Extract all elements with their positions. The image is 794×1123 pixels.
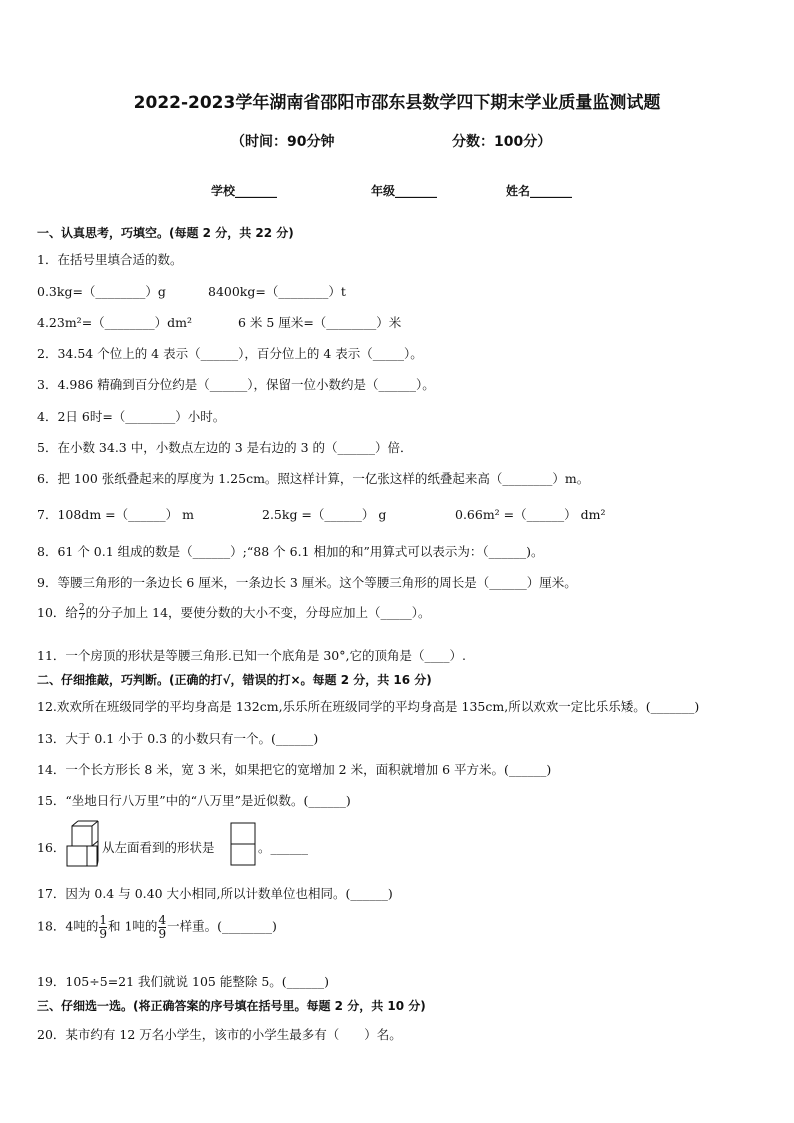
fraction-4-9 — [158, 914, 166, 940]
question-6: 6．把 100 张纸叠起来的厚度为 1.25cm。照这样计算，一亿张这样的纸叠起来高（________）m。 — [37, 471, 590, 486]
question-10-suffix: 的分子加上 14，要使分数的大小不变，分母应加上（_____）。 — [85, 605, 431, 620]
fraction-denominator: 7 — [78, 613, 85, 623]
section-3-heading: 三、仔细选一选。(将正确答案的序号填在括号里。每题 2 分，共 10 分) — [37, 999, 426, 1013]
question-12: 12.欢欢所在班级同学的平均身高是 132cm,乐乐所在班级同学的平均身高是 135cm,所以欢欢一定比乐乐矮。(_______) — [37, 699, 700, 714]
question-10 — [37, 603, 431, 623]
question-18 — [37, 914, 277, 940]
name-field: 姓名_______ — [506, 184, 573, 198]
question-8: 8．61 个 0.1 组成的数是（______）;“88 个 6.1 相加的和”用算式可以表示为：（______)。 — [37, 544, 544, 559]
question-3: 3．4.986 精确到百分位约是（______），保留一位小数约是（______）。 — [37, 377, 435, 392]
fraction-denominator: 9 — [99, 926, 107, 941]
fraction-numerator: 4 — [158, 913, 167, 927]
fraction-denominator: 9 — [158, 926, 167, 941]
cube-stack-figure — [66, 820, 100, 870]
question-18-a: 18．4吨的 — [37, 918, 99, 934]
question-5: 5．在小数 34.3 中，小数点左边的 3 是右边的 3 的（______）倍． — [37, 440, 413, 455]
question-10-prefix: 10．给 — [37, 605, 78, 620]
exam-time: （时间：90分钟 — [231, 134, 335, 150]
question-2: 2．34.54 个位上的 4 表示（______），百分位上的 4 表示（_____）。 — [37, 346, 423, 361]
question-18-b: 和 1吨的 — [108, 918, 158, 934]
question-20: 20．某市约有 12 万名小学生，该市的小学生最多有（ ）名。 — [37, 1027, 402, 1042]
question-4: 4．2日 6时=（________）小时。 — [37, 409, 226, 424]
question-1d: 6 米 5 厘米=（________）米 — [238, 315, 402, 330]
question-13: 13．大于 0.1 小于 0.3 的小数只有一个。(______) — [37, 731, 319, 746]
section-2-heading: 二、仔细推敲，巧判断。(正确的打√，错误的打×。每题 2 分，共 16 分) — [37, 673, 432, 687]
page-title: 2022-2023学年湖南省邵阳市邵东县数学四下期末学业质量监测试题 — [133, 93, 661, 113]
question-19: 19．105÷5=21 我们就说 105 能整除 5。(______) — [37, 974, 330, 989]
exam-score: 分数：100分） — [452, 134, 552, 150]
question-14: 14．一个长方形长 8 米，宽 3 米，如果把它的宽增加 2 米，面积就增加 6 平方米。(______) — [37, 762, 552, 777]
question-16-suffix: 。______ — [258, 840, 309, 855]
fraction-numerator: 2 — [78, 602, 85, 613]
question-11: 11．一个房顶的形状是等腰三角形.已知一个底角是 30°,它的顶角是（____）. — [37, 648, 466, 663]
left-view-figure — [230, 822, 256, 866]
question-1a: 0.3kg=（________）g — [37, 284, 166, 299]
section-1-heading: 一、认真思考，巧填空。(每题 2 分，共 22 分) — [37, 226, 294, 240]
fraction-1-9 — [99, 914, 107, 940]
fraction-2-7 — [79, 604, 85, 624]
question-16-number: 16． — [37, 840, 66, 855]
question-7a: 7．108dm =（______） m — [37, 507, 194, 522]
fraction-numerator: 1 — [99, 913, 107, 927]
question-16-text: 从左面看到的形状是 — [102, 840, 215, 855]
question-7b: 2.5kg =（______） g — [262, 507, 387, 522]
question-1b: 8400kg=（________）t — [208, 284, 346, 299]
question-17: 17．因为 0.4 与 0.40 大小相同,所以计数单位也相同。(______) — [37, 886, 393, 901]
question-15: 15．“坐地日行八万里”中的“八万里”是近似数。(______) — [37, 793, 351, 808]
question-9: 9．等腰三角形的一条边长 6 厘米，一条边长 3 厘米。这个等腰三角形的周长是（______）厘米。 — [37, 575, 577, 590]
question-7c: 0.66m² =（______） dm² — [455, 507, 606, 522]
grade-field: 年级_______ — [371, 184, 438, 198]
question-1c: 4.23m²=（________）dm² — [37, 315, 193, 330]
question-18-c: 一样重。(________) — [167, 918, 277, 934]
school-field: 学校_______ — [211, 184, 278, 198]
question-1: 1．在括号里填合适的数。 — [37, 252, 183, 267]
